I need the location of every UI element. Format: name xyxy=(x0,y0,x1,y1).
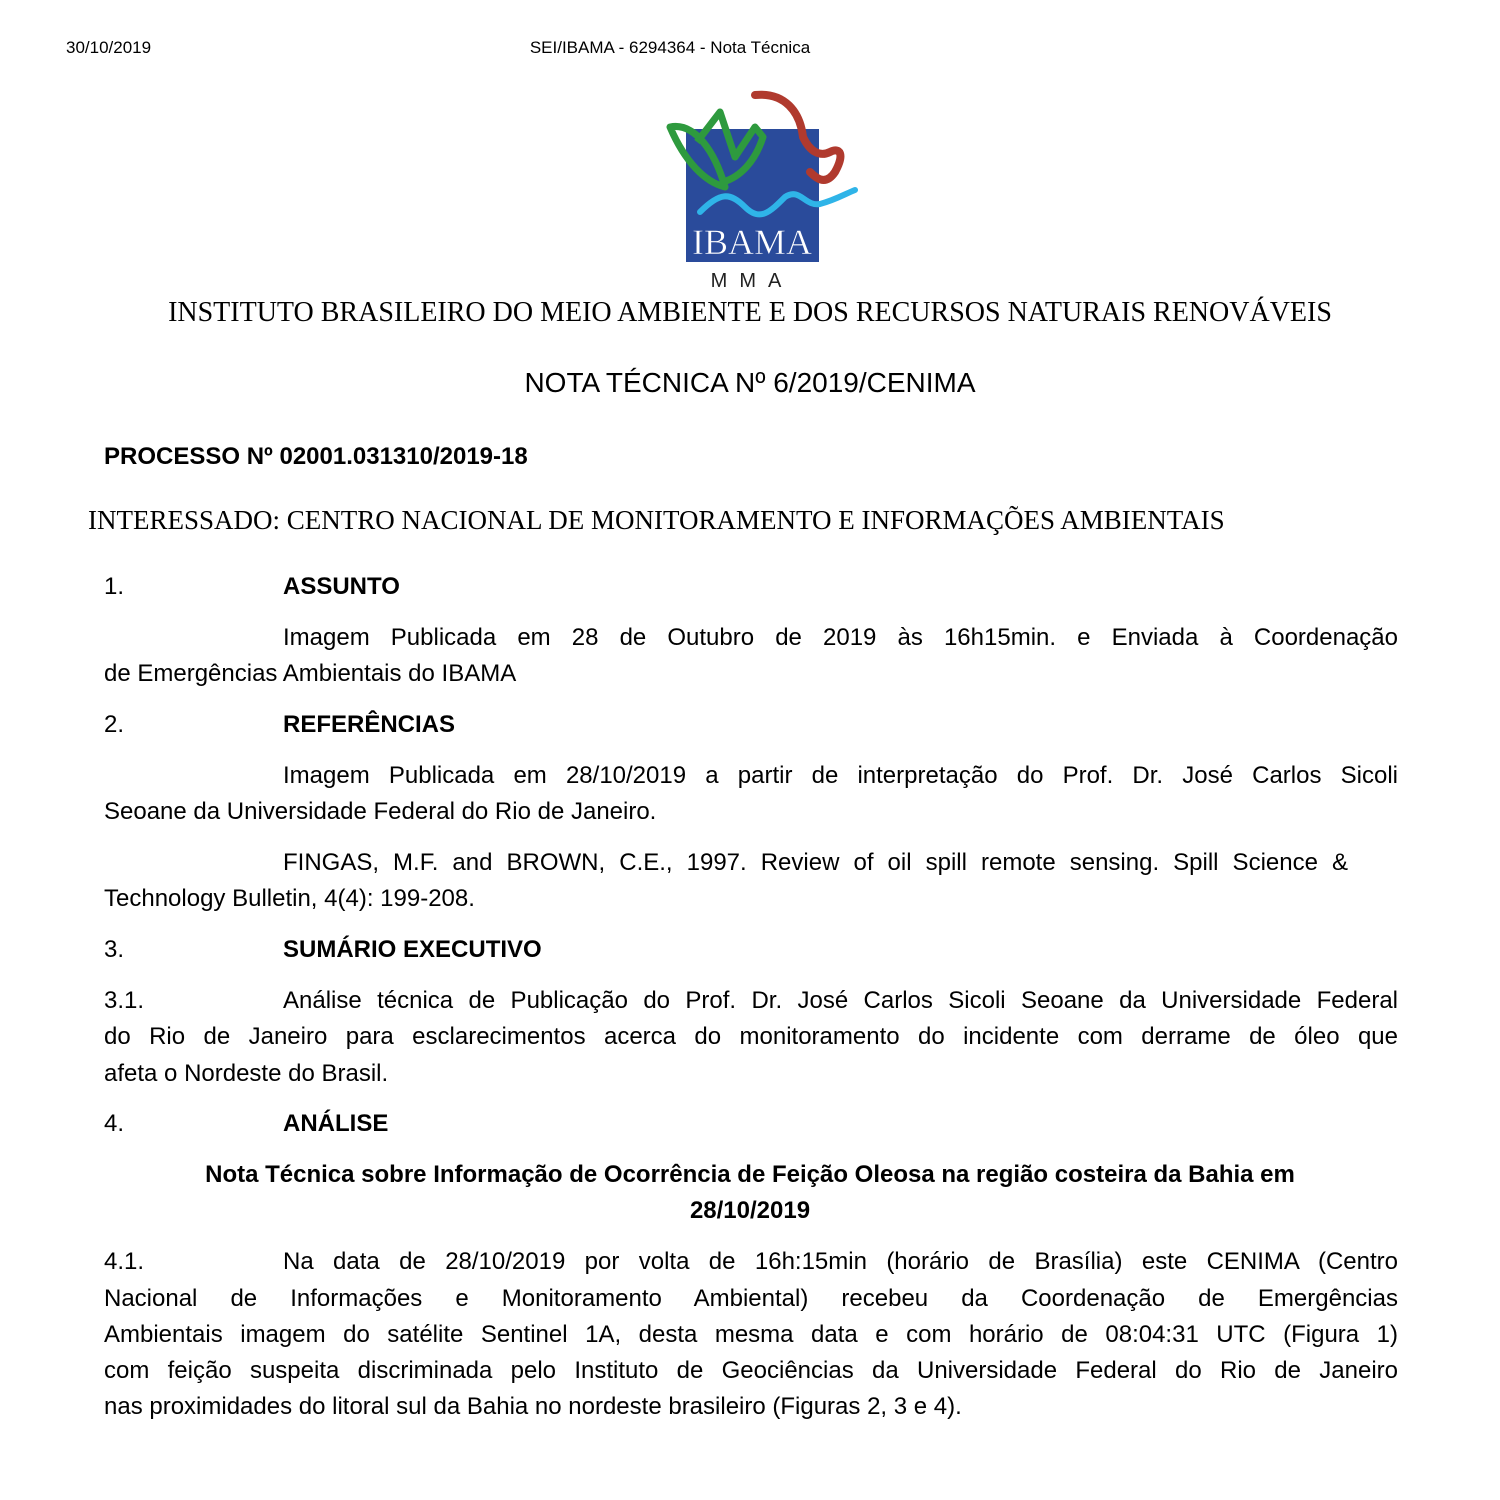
interested-party: INTERESSADO: CENTRO NACIONAL DE MONITORAMENTO E INFORMAÇÕES AMBIENTAIS xyxy=(88,505,1225,535)
paragraph-line: afeta o Nordeste do Brasil. xyxy=(104,1060,389,1087)
section-2-number: 2. xyxy=(104,711,125,738)
logo-mma-text: MMA xyxy=(710,270,794,292)
paragraph-line: Ambientais imagem do satélite Sentinel 1A, desta mesma data e com horário de 08:04:31 UTC (Figura 1) xyxy=(104,1321,1398,1348)
section-3-number: 3. xyxy=(104,936,125,963)
subsection-number: 3.1. xyxy=(104,987,145,1014)
paragraph-line: Imagem Publicada em 28 de Outubro de 2019 às 16h15min. e Enviada à Coordenação xyxy=(283,624,1398,651)
reference-line: FINGAS, M.F. and BROWN, C.E., 1997. Review of oil spill remote sensing. Spill Science & xyxy=(283,849,1348,876)
section-1-number: 1. xyxy=(104,573,125,600)
paragraph-line: de Emergências Ambientais do IBAMA xyxy=(104,660,517,687)
section-4-number: 4. xyxy=(104,1110,125,1137)
paragraph-line: com feição suspeita discriminada pelo Instituto de Geociências da Universidade Federal do Rio de Janeiro xyxy=(104,1357,1398,1384)
paragraph-line: Na data de 28/10/2019 por volta de 16h:15min (horário de Brasília) este CENIMA (Centro xyxy=(283,1248,1398,1275)
paragraph-line: Nacional de Informações e Monitoramento Ambiental) recebeu da Coordenação de Emergências xyxy=(104,1285,1398,1312)
ibama-logo xyxy=(655,82,875,292)
subsection-number: 4.1. xyxy=(104,1248,145,1275)
logo-ibama-text: IBAMA xyxy=(691,222,813,262)
institution-name: INSTITUTO BRASILEIRO DO MEIO AMBIENTE E DOS RECURSOS NATURAIS RENOVÁVEIS xyxy=(168,297,1332,328)
paragraph-line: do Rio de Janeiro para esclarecimentos acerca do monitoramento do incidente com derrame de óleo que xyxy=(104,1023,1398,1050)
paragraph-line: Imagem Publicada em 28/10/2019 a partir de interpretação do Prof. Dr. José Carlos Sicoli xyxy=(283,762,1398,789)
section-4-title: ANÁLISE xyxy=(283,1110,389,1137)
print-header-title: SEI/IBAMA - 6294364 - Nota Técnica xyxy=(529,38,811,57)
paragraph-line: Análise técnica de Publicação do Prof. Dr. José Carlos Sicoli Seoane da Universidade Federal xyxy=(283,987,1398,1014)
analysis-heading: Nota Técnica sobre Informação de Ocorrência de Feição Oleosa na região costeira da Bahia em xyxy=(205,1161,1295,1188)
analysis-heading: 28/10/2019 xyxy=(689,1197,811,1224)
section-3-title: SUMÁRIO EXECUTIVO xyxy=(283,936,542,963)
print-date: 30/10/2019 xyxy=(66,38,152,57)
section-2-title: REFERÊNCIAS xyxy=(283,711,456,738)
reference-line: Technology Bulletin, 4(4): 199-208. xyxy=(104,885,475,912)
process-number: PROCESSO Nº 02001.031310/2019-18 xyxy=(104,443,528,470)
document-title: NOTA TÉCNICA Nº 6/2019/CENIMA xyxy=(524,367,976,398)
paragraph-line: nas proximidades do litoral sul da Bahia no nordeste brasileiro (Figuras 2, 3 e 4). xyxy=(104,1393,962,1420)
paragraph-line: Seoane da Universidade Federal do Rio de Janeiro. xyxy=(104,798,657,825)
section-1-title: ASSUNTO xyxy=(283,573,400,600)
